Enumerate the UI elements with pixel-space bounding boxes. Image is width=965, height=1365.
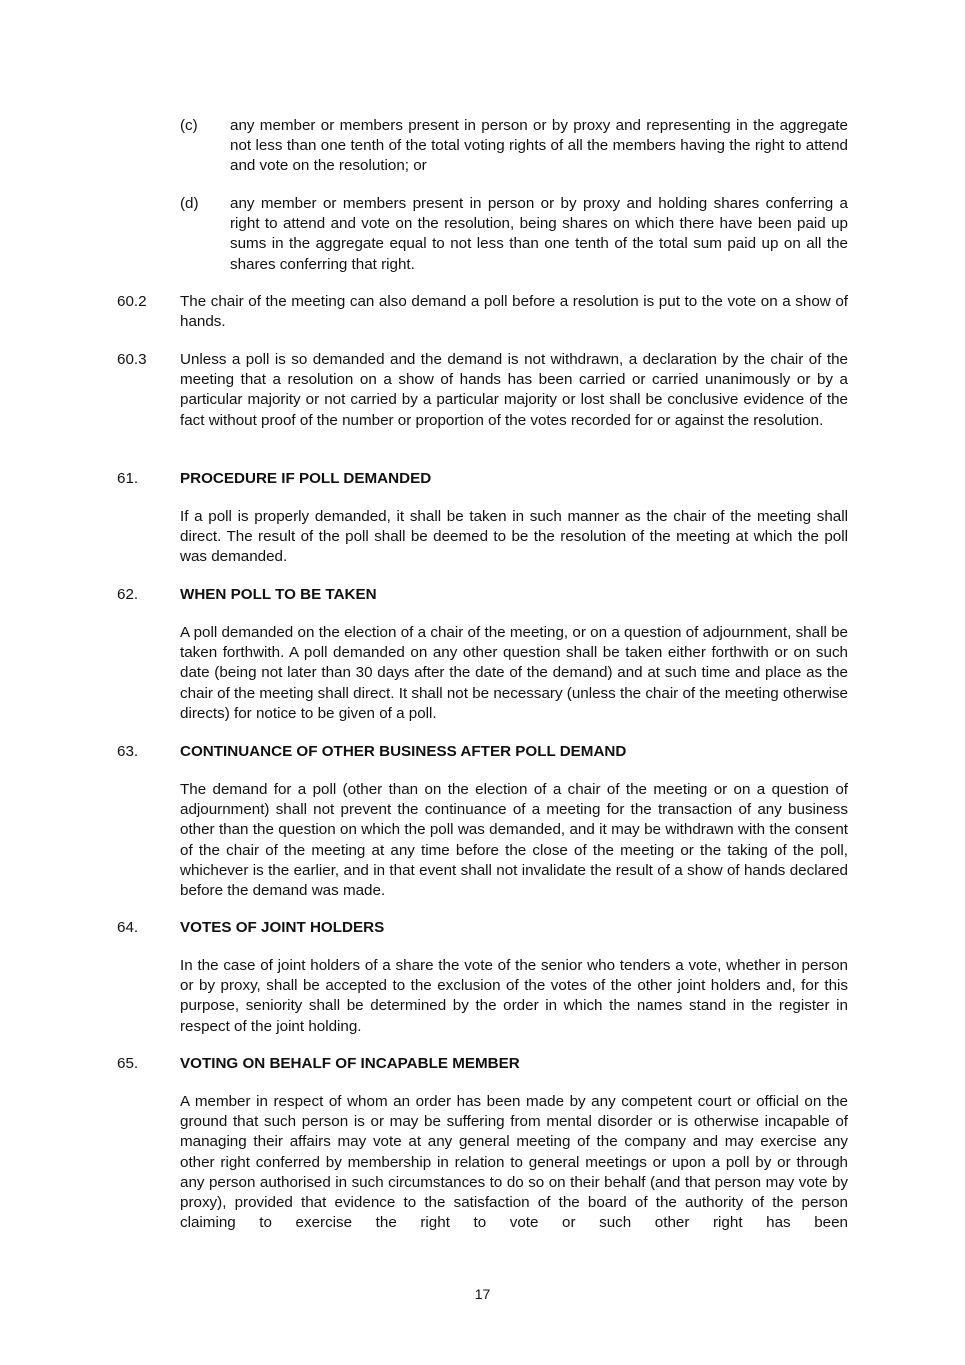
section-number: 65. [117, 1055, 139, 1072]
paragraph-number: 60.3 [117, 351, 147, 368]
section-number: 62. [117, 586, 139, 603]
section-number: 61. [117, 470, 139, 487]
section-number: 63. [117, 743, 139, 760]
section-title: CONTINUANCE OF OTHER BUSINESS AFTER POLL DEMAND [180, 743, 627, 760]
section-title: WHEN POLL TO BE TAKEN [180, 586, 377, 603]
sub-item-label: (c) [180, 117, 198, 134]
section-body-61: If a poll is properly demanded, it shall be taken in such manner as the chair of the meeting shall direct. The result of the poll shall be deemed to be the resolution of the meeting at which the poll was demanded. [180, 508, 848, 566]
section-title: VOTING ON BEHALF OF INCAPABLE MEMBER [180, 1055, 520, 1072]
section-body-64: In the case of joint holders of a share the vote of the senior who tenders a vote, whether in person or by proxy, shall be accepted to the exclusion of the votes of the other joint holders and, for this purpose, seniority shall be determined by the order in which the names stand in the register in respect of the joint holding. [180, 957, 848, 1035]
sub-item-text: any member or members present in person or by proxy and holding shares conferring a right to attend and vote on the resolution, being shares on which there have been paid up sums in the aggregate equal to not less than one tenth of the total sum paid up on all the shares conferring that right. [230, 195, 848, 273]
page-number: 17 [474, 1286, 491, 1302]
section-number: 64. [117, 919, 139, 936]
sub-item-label: (d) [180, 195, 199, 212]
paragraph-text: The chair of the meeting can also demand a poll before a resolution is put to the vote on a show of hands. [180, 293, 848, 331]
paragraph-number: 60.2 [117, 293, 147, 310]
section-body-63: The demand for a poll (other than on the election of a chair of the meeting or on a question of adjournment) shall not prevent the continuance of a meeting for the transaction of any business other than the question on which the poll was demanded, and it may be withdrawn with the consent of the chair of the meeting at any time before the close of the meeting or the taking of the poll, whichever is the earlier, and in that event shall not invalidate the result of a show of hands declared before the demand was made. [180, 781, 848, 900]
section-body-65: A member in respect of whom an order has been made by any competent court or official on the ground that such person is or may be suffering from mental disorder or is otherwise incapable of managing their affairs may vote at any general meeting of the company and may exercise any other right conferred by membership in relation to general meetings or upon a poll by or through any person authorised in such circumstances to do so on their behalf (and that person may vote by proxy), provided that evidence to the satisfaction of the board of the authority of the person claiming to exercise the right to vote or such other right has been [180, 1093, 848, 1232]
section-title: PROCEDURE IF POLL DEMANDED [180, 470, 432, 487]
section-title: VOTES OF JOINT HOLDERS [180, 919, 385, 936]
paragraph-text: Unless a poll is so demanded and the demand is not withdrawn, a declaration by the chair of the meeting that a resolution on a show of hands has been carried or carried unanimously or by a particular majority or not carried by a particular majority or lost shall be conclusive evidence of the fact without proof of the number or proportion of the votes recorded for or against the resolution. [180, 351, 848, 429]
section-body-62: A poll demanded on the election of a chair of the meeting, or on a question of adjournment, shall be taken forthwith. A poll demanded on any other question shall be taken either forthwith or on such date (being not later than 30 days after the date of the demand) and at such time and place as the chair of the meeting shall direct. It shall not be necessary (unless the chair of the meeting otherwise directs) for notice to be given of a poll. [180, 624, 848, 722]
sub-item-text: any member or members present in person or by proxy and representing in the aggregate not less than one tenth of the total voting rights of all the members having the right to attend and vote on the resolution; or [230, 117, 848, 175]
